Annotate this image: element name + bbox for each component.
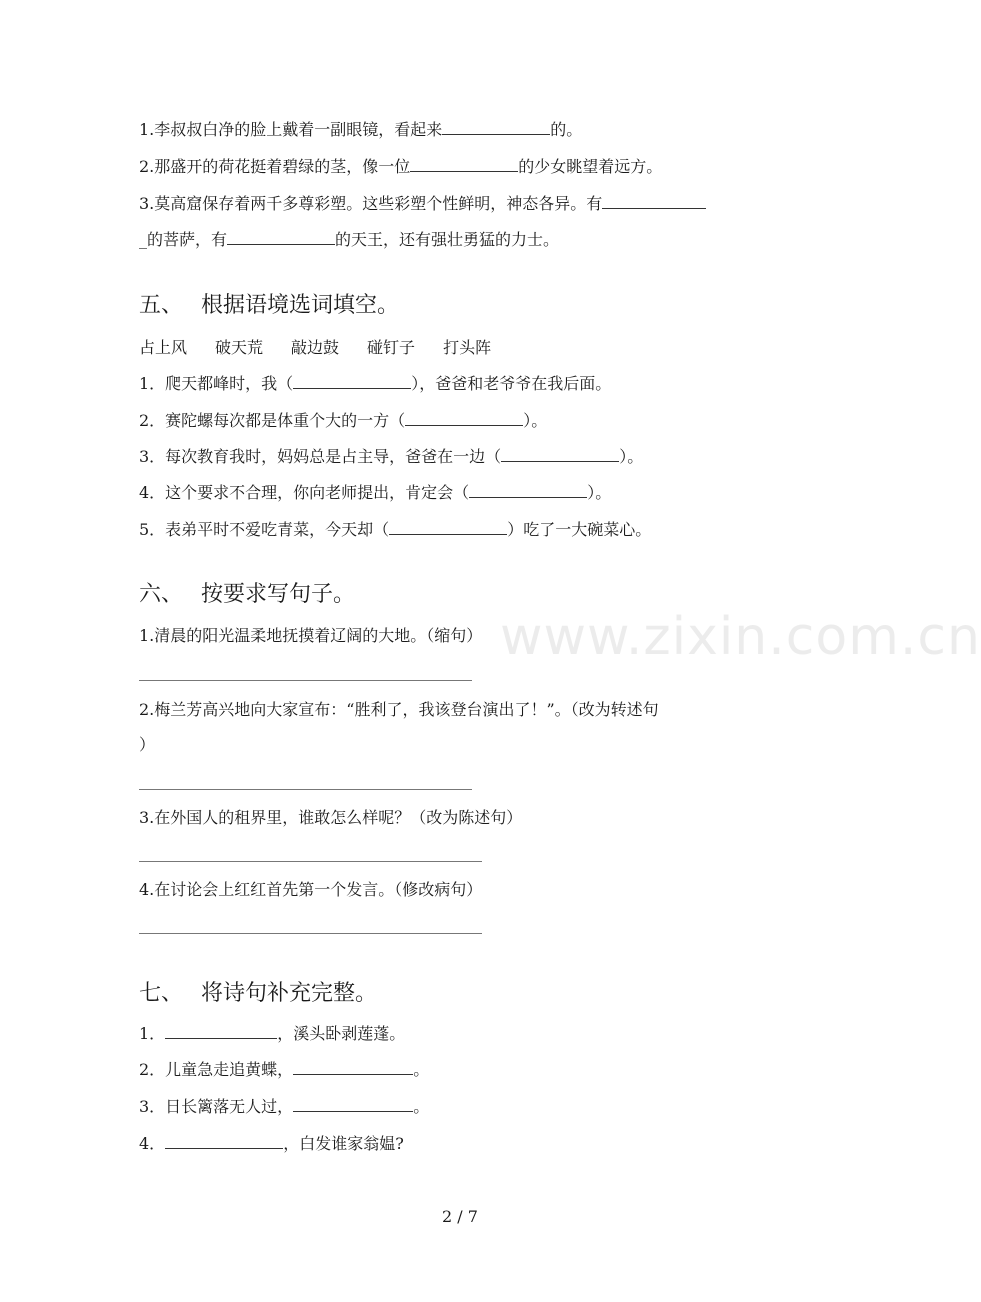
item-text: 的少女眺望着远方。 (518, 157, 663, 176)
word-options (139, 338, 519, 358)
watermark: www.zixin.com.cn (500, 607, 981, 667)
answer-line[interactable] (139, 861, 482, 862)
item-text: 1.李叔叔白净的脸上戴着一副眼镜，看起来 (139, 120, 443, 139)
section-title: 将诗句补充完整。 (201, 981, 378, 1006)
answer-blank[interactable] (442, 120, 550, 135)
fill-item-3 (139, 194, 706, 214)
choice-item-4 (139, 483, 611, 503)
item-text: ）。 (619, 447, 644, 466)
item-text: 1．爬天都峰时，我（ (139, 374, 294, 393)
sentence-task-1: 1.清晨的阳光温柔地抚摸着辽阔的大地。（缩句） (139, 626, 483, 645)
answer-blank[interactable] (501, 447, 619, 462)
item-text: 5．表弟平时不爱吃青菜，今天却（ (139, 520, 390, 539)
item-text: 3．每次教育我时，妈妈总是占主导，爸爸在一边（ (139, 447, 502, 466)
poem-item-2 (139, 1060, 429, 1080)
answer-line[interactable] (139, 933, 482, 934)
sentence-task-4: 4.在讨论会上红红首先第一个发言。（修改病句） (139, 880, 483, 899)
item-text: 3．日长篱落无人过， (139, 1097, 294, 1116)
item-text: 2．儿童急走追黄蝶， (139, 1060, 294, 1079)
word-option: 打头阵 (443, 338, 492, 357)
sentence-task-2: 2.梅兰芳高兴地向大家宣布：“胜利了，我该登台演出了！”。（改为转述句 (139, 700, 659, 719)
choice-item-3 (139, 447, 643, 467)
choice-item-1 (139, 374, 611, 394)
item-text: 的天王，还有强壮勇猛的力士。 (335, 230, 560, 249)
answer-blank[interactable] (602, 194, 706, 209)
item-text: _的菩萨，有 (139, 230, 228, 249)
answer-blank[interactable] (405, 411, 523, 426)
item-text: ，白发谁家翁媪? (283, 1134, 404, 1153)
item-text: ）。 (587, 483, 612, 502)
choice-item-2 (139, 411, 547, 431)
answer-blank[interactable] (469, 483, 587, 498)
answer-blank[interactable] (165, 1024, 277, 1039)
item-text: 4．这个要求不合理，你向老师提出，肯定会（ (139, 483, 470, 502)
item-text: 的。 (550, 120, 583, 139)
answer-blank[interactable] (293, 374, 411, 389)
item-text: 1． (139, 1024, 166, 1043)
answer-line[interactable] (139, 789, 472, 790)
sentence-task-2-cont: ） (139, 735, 156, 754)
answer-line[interactable] (139, 680, 472, 681)
answer-blank[interactable] (165, 1134, 283, 1149)
answer-blank[interactable] (410, 157, 518, 172)
answer-blank[interactable] (389, 520, 507, 535)
section-number: 七、 (139, 981, 184, 1006)
section-title: 按要求写句子。 (201, 582, 356, 607)
sentence-task-3: 3.在外国人的租界里，谁敢怎么样呢？（改为陈述句） (139, 808, 523, 827)
item-text: 2.那盛开的荷花挺着碧绿的茎，像一位 (139, 157, 411, 176)
answer-blank[interactable] (293, 1060, 413, 1075)
item-text: 。 (413, 1097, 430, 1116)
item-text: 3.莫高窟保存着两千多尊彩塑。这些彩塑个性鲜明，神态各异。有 (139, 194, 603, 213)
item-text: 。 (413, 1060, 430, 1079)
item-text: 2．赛陀螺每次都是体重个大的一方（ (139, 411, 406, 430)
section-number: 六、 (139, 582, 184, 607)
word-option: 敲边鼓 (291, 338, 340, 357)
item-text: 4． (139, 1134, 166, 1153)
word-option: 占上风 (139, 338, 188, 357)
item-text: ），爸爸和老爷爷在我后面。 (411, 374, 612, 393)
item-text: ）吃了一大碗菜心。 (507, 520, 652, 539)
poem-item-3 (139, 1097, 429, 1117)
word-option: 破天荒 (215, 338, 264, 357)
fill-item-3-cont (139, 230, 559, 250)
fill-item-1 (139, 120, 582, 140)
page-number: 2 / 7 (442, 1207, 478, 1226)
fill-item-2 (139, 157, 662, 177)
section-title: 根据语境选词填空。 (201, 293, 400, 318)
item-text: ，溪头卧剥莲蓬。 (277, 1024, 406, 1043)
section-number: 五、 (139, 293, 184, 318)
poem-item-1 (139, 1024, 405, 1044)
choice-item-5 (139, 520, 651, 540)
item-text: ）。 (523, 411, 548, 430)
section-heading-5 (139, 292, 399, 320)
answer-blank[interactable] (227, 230, 335, 245)
answer-blank[interactable] (293, 1097, 413, 1112)
section-heading-6 (139, 581, 355, 609)
poem-item-4 (139, 1134, 404, 1154)
word-option: 碰钉子 (367, 338, 416, 357)
section-heading-7 (139, 980, 377, 1008)
